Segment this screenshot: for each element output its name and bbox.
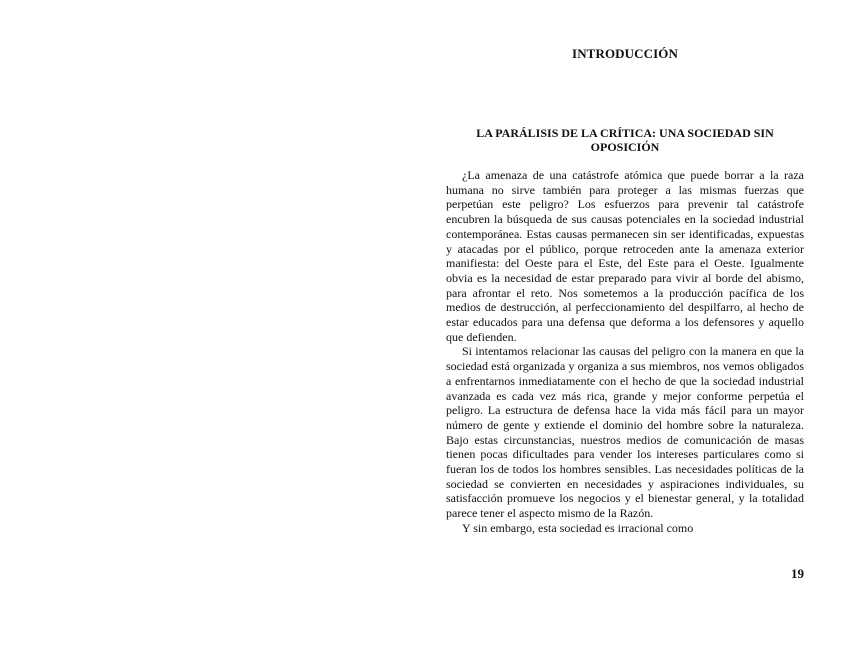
paragraph-2: Si intentamos relacionar las causas del peligro con la manera en que la sociedad está organizada y organiza a sus miembros, nos vemos obligados a enfrentarnos inmediatamente con el hecho de que la sociedad industrial avanzada es cada vez más rica, grande y mejor conforme perpetúa el peligro. La estructura de defensa hace la vida más fácil para un mayor número de gente y extiende el dominio del hombre sobre la naturaleza. Bajo estas circunstancias, nuestros medios de comunicación de masas tienen pocas dificultades para vender los intereses particulares como si fueran los de todos los hombres sensibles. Las necesidades políticas de la sociedad se convierten en necesidades y aspiraciones individuales, su satisfacción promueve los negocios y el bienestar general, y la totalidad parece tener el aspecto mismo de la Razón. — [446, 344, 804, 521]
section-title-line-2: OPOSICIÓN — [590, 140, 660, 154]
paragraph-1: ¿La amenaza de una catástrofe atómica que puede borrar a la raza humana no sirve también para proteger a las mismas fuerzas que perpetúan este peligro? Los esfuerzos para prevenir tal catástrofe encubren la búsqueda de sus causas potenciales en la sociedad industrial contemporánea. Estas causas permanecen sin ser identificadas, expuestas y atacadas por el público, porque retroceden ante la amenaza exterior manifiesta: del Oeste para el Este, del Este para el Oeste. Igualmente obvia es la necesidad de estar preparado para vivir al borde del abismo, para afrontar el reto. Nos sometemos a la producción pacífica de los medios de destrucción, al perfeccionamiento del despilfarro, al hecho de estar educados para una defensa que deforma a los defensores y aquello que defienden. — [446, 168, 804, 344]
page-number: 19 — [791, 566, 804, 581]
paragraph-3: Y sin embargo, esta sociedad es irracional como — [462, 520, 694, 535]
body-text — [446, 168, 804, 536]
section-title — [446, 126, 804, 154]
chapter-title: INTRODUCCIÓN — [572, 46, 678, 61]
section-title-line-1: LA PARÁLISIS DE LA CRÍTICA: UNA SOCIEDAD SIN — [476, 126, 774, 140]
